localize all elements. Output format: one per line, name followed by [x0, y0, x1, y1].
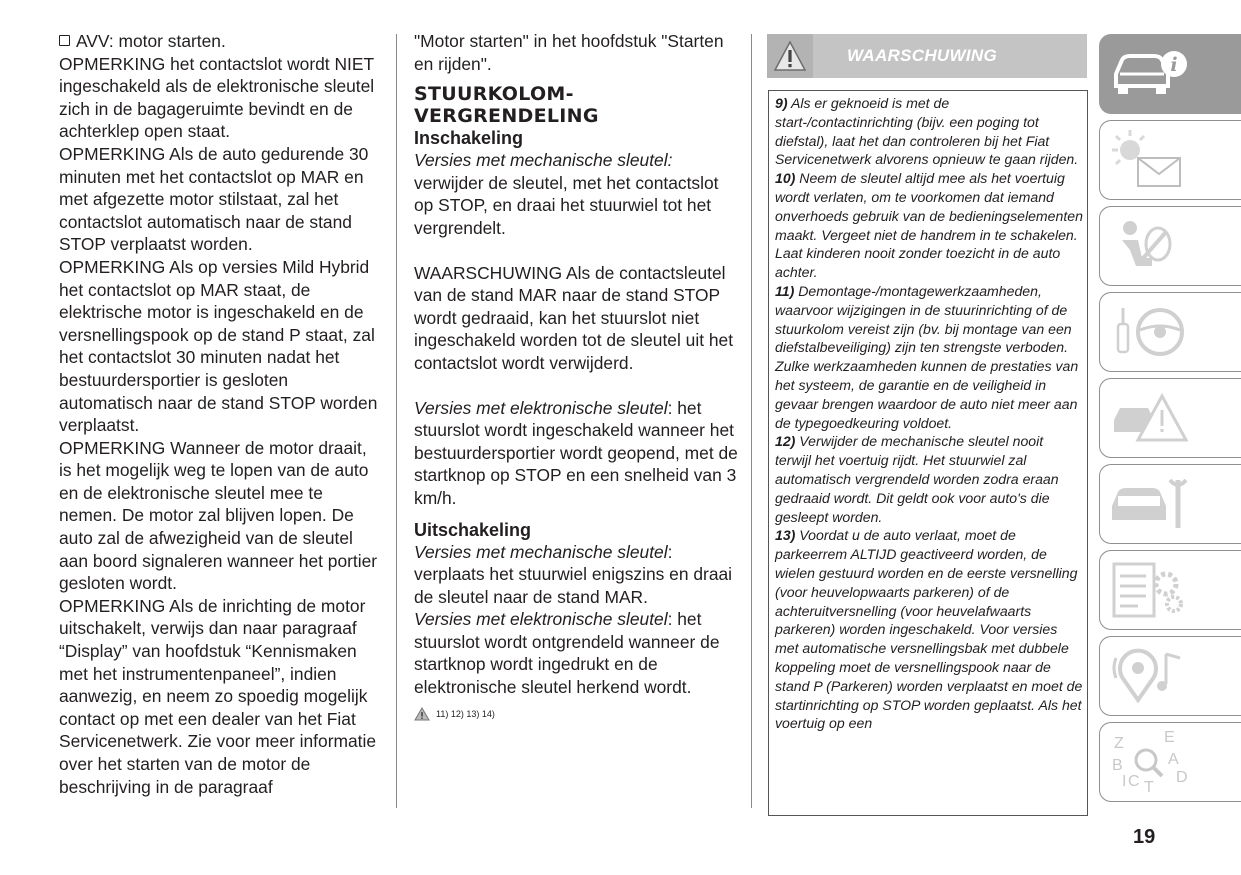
column-divider-2 [751, 34, 752, 808]
warning-item-number: 11) [775, 282, 795, 299]
warning-item-text: Als er geknoeid is met de start-/contactinrichting (bijv. een poging tot diefstal), laat het dan controleren bij het Fiat Servicenetwerk alvorens opnieuw te gaan rijden. [775, 95, 1079, 168]
paragraph-continued: "Motor starten" in het hoofdstuk "Starten en rijden". [414, 31, 724, 74]
warning-item-number: 10) [775, 170, 796, 187]
warning-item-number: 13) [775, 527, 796, 544]
warning-item [775, 169, 1083, 282]
paragraph-mechanical-unlock: Versies met mechanische sleutel: verplaats het stuurwiel enigszins en draai de sleutel naar de stand MAR. [414, 541, 733, 607]
warning-triangle-icon [773, 40, 807, 72]
key-steering-icon [1108, 300, 1190, 364]
warning-item [775, 432, 1083, 526]
checkbox-bullet-icon [59, 35, 70, 46]
tab-lights-messages[interactable] [1099, 120, 1241, 200]
multimedia-icon [1108, 644, 1190, 708]
index-letter: C [1128, 773, 1140, 790]
specs-gear-icon [1108, 558, 1190, 622]
index-letter: T [1144, 779, 1154, 794]
index-letter: A [1168, 751, 1179, 768]
section-heading: STUURKOLOM- VERGRENDELING [414, 83, 599, 128]
airbag-seat-icon [1108, 214, 1190, 278]
text-column-1 [59, 30, 381, 798]
warning-item [775, 526, 1083, 733]
tab-safety[interactable] [1099, 206, 1241, 286]
car-service-icon [1108, 472, 1190, 536]
index-letter: I [1122, 773, 1127, 790]
index-letter: D [1176, 769, 1188, 786]
warning-item-number: 9) [775, 95, 788, 111]
tab-starting-driving[interactable] [1099, 292, 1241, 372]
index-abc-icon [1108, 730, 1190, 794]
svg-text:i: i [1170, 54, 1178, 76]
index-letter: E [1164, 730, 1175, 746]
index-letter: Z [1114, 735, 1124, 752]
index-letter: B [1112, 757, 1123, 774]
warning-item-text: Verwijder de mechanische sleutel nooit terwijl het voertuig rijdt. Het stuurwiel zal automatisch vergrendeld worden zodra eraan gedraaid wordt. Dit geldt ook voor auto's die gesleept worden. [775, 433, 1059, 525]
tab-emergency[interactable] [1099, 378, 1241, 458]
paragraph-note-3: OPMERKING Als op versies Mild Hybrid het contactslot op MAR staat, de elektrische motor is ingeschakeld en de versnellingspook op de stand P staat, zal het contactslot 30 minuten nadat het bestuurdersportier is gesloten automatisch naar de stand STOP worden verplaatst. [59, 256, 378, 436]
paragraph-electronic-unlock: Versies met elektronische sleutel: het stuurslot wordt ontgrendeld wanneer de startknop wordt ingedrukt en de elektronische sleutel herkend wordt. [414, 609, 720, 698]
warning-box [768, 90, 1088, 816]
tab-index[interactable] [1099, 722, 1241, 802]
warning-item-number: 12) [775, 433, 796, 450]
paragraph-avv: AVV: motor starten. OPMERKING het contactslot wordt NIET ingeschakeld als de elektronische sleutel zich in de bagageruimte bevindt en de achterklep open staat. [59, 31, 375, 142]
warning-item-text: Demontage-/montagewerkzaamheden, waarvoor wijzigingen in de stuurinrichting of de stuurkolom vereist zijn (bv. bij montage van een diefstalbeveiliging) zijn ten strengste verboden. Zulke werkzaamheden kunnen de prestaties van het systeem, de garantie en de veiligheid in gevaar brengen waardoor de auto niet meer aan de typegoedkeuring voldoet. [775, 282, 1079, 431]
paragraph-note-2: OPMERKING Als de auto gedurende 30 minuten met het contactslot op MAR en met afgezette motor stilstaat, zal het contactslot automatisch naar de stand STOP verplaatst worden. [59, 143, 369, 255]
warning-item-text: Voordat u de auto verlaat, moet de parkeerrem ALTIJD geactiveerd worden, de wielen gestuurd worden en de eerste versnelling (voor heuvelopwaarts parkeren) of de achteruitversnelling (voor heuvelafwaarts parkeren) worden ingeschakeld. Voor versies met automatische versnellingsbak met dubbele koppeling moet de versnellingspook naar de stand P (Parkeren) worden verplaatst en moet de startinrichting op STOP worden geplaatst. Als het voertuig op een [775, 527, 1083, 732]
paragraph-electronic-lock: Versies met elektronische sleutel: het stuurslot wordt ingeschakeld wanneer het bestuurdersportier wordt geopend, met de startknop op STOP en een snelheid van 3 km/h. [414, 397, 738, 508]
page-number: 19 [1133, 826, 1156, 848]
warning-triangle-icon [414, 707, 430, 721]
warning-header [767, 34, 1087, 78]
paragraph-note-5: OPMERKING Als de inrichting de motor uitschakelt, verwijs dan naar paragraaf “Display” van hoofdstuk “Kennismaken met het instrumentenpaneel”, indien aanwezig, en neem zo spoedig mogelijk contact op met een dealer van het Fiat Servicenetwerk. Zie voor meer informatie over het starten van de motor de beschrijving in de paragraaf [59, 595, 377, 797]
tab-technical-data[interactable] [1099, 550, 1241, 630]
warning-item [775, 94, 1083, 169]
car-warning-icon [1108, 386, 1190, 450]
paragraph-note-4: OPMERKING Wanneer de motor draait, is het mogelijk weg te lopen van de auto en de elektronische sleutel mee te nemen. De motor zal blijven lopen. De auto zal de afwezigheid van de sleutel aan boord signaleren wanneer het portier gesloten wordt. [59, 437, 378, 594]
warning-title: WAARSCHUWING [847, 46, 997, 65]
tab-car-info[interactable] [1099, 34, 1241, 114]
car-info-icon [1108, 42, 1190, 106]
warning-references: 11) 12) 13) 14) [414, 703, 739, 726]
warning-item-text: Neem de sleutel altijd mee als het voertuig wordt verlaten, om te voorkomen dat iemand onverhoeds gebruik van de bedieningselementen maakt. Vergeet niet de handrem in te schakelen. Laat kinderen nooit zonder toezicht in de auto achter. [775, 170, 1083, 281]
column-divider [396, 34, 397, 808]
lights-message-icon [1108, 128, 1190, 192]
warning-item [775, 282, 1083, 432]
tab-maintenance[interactable] [1099, 464, 1241, 544]
subheading-uitschakeling: Uitschakeling [414, 519, 532, 540]
paragraph-mechanical-lock: Versies met mechanische sleutel: verwijder de sleutel, met het contactslot op STOP, en draai het stuurwiel tot het vergrendelt. [414, 150, 719, 238]
paragraph-warning-note: WAARSCHUWING Als de contactsleutel van de stand MAR naar de stand STOP wordt gedraaid, kan het stuurslot niet ingeschakeld worden tot de sleutel uit het contactslot wordt verwijderd. [414, 262, 734, 373]
tab-multimedia[interactable] [1099, 636, 1241, 716]
subheading-inschakeling: Inschakeling [414, 128, 524, 149]
text-column-2 [414, 30, 739, 725]
